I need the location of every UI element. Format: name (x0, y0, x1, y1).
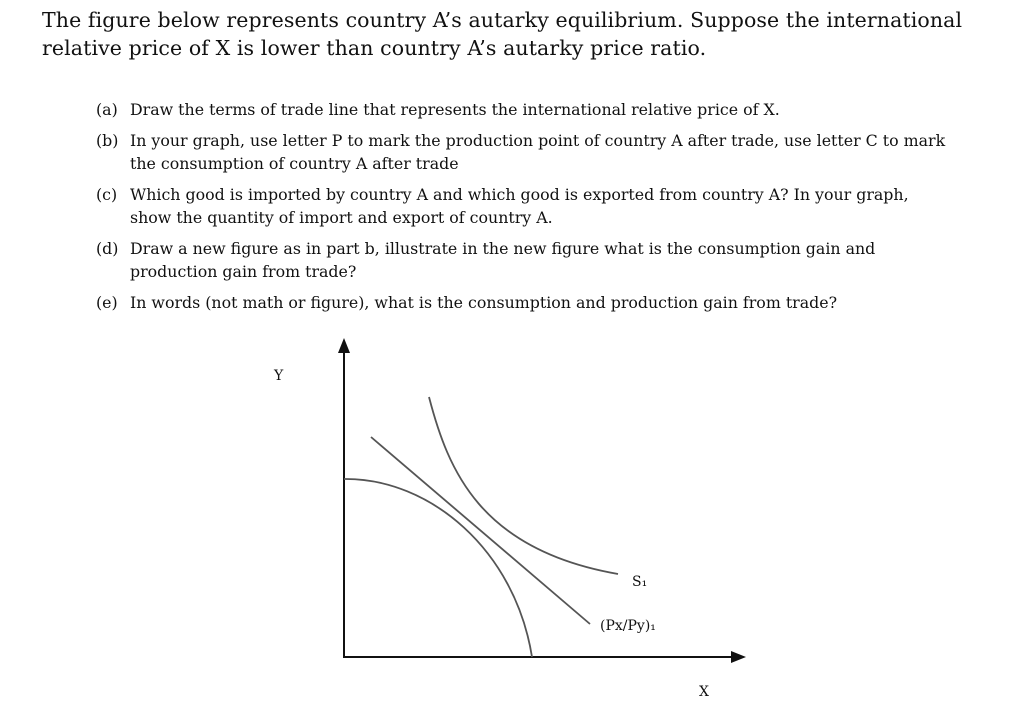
question-text: In words (not math or figure), what is the consumption and production gain from trade? (130, 293, 838, 312)
question-marker: (e) (96, 293, 118, 312)
indifference-curve-s1 (429, 397, 618, 574)
question-marker: (d) (96, 239, 119, 258)
question-marker: (b) (96, 131, 119, 150)
y-axis-arrow-icon (338, 338, 350, 353)
y-axis-label: Y (274, 368, 284, 384)
question-text: Which good is imported by country A and which good is exported from country A? In your graph, show the quantity of import and export of country A. (130, 185, 909, 227)
question-marker: (c) (96, 185, 118, 204)
autarky-price-line (371, 437, 590, 624)
price-ratio-label: (Px/Py)₁ (600, 618, 656, 634)
indifference-curve-label: S₁ (632, 574, 648, 590)
question-text: Draw a new figure as in part b, illustrate in the new figure what is the consumption gain and production gain from trade? (130, 239, 876, 281)
question-text: In your graph, use letter P to mark the production point of country A after trade, use letter C to mark the consumption of country A after trade (130, 131, 946, 173)
x-axis-label: X (699, 684, 709, 700)
x-axis-arrow-icon (731, 651, 746, 663)
question-text: Draw the terms of trade line that represents the international relative price of X. (130, 100, 780, 119)
intro-paragraph: The figure below represents country A’s autarky equilibrium. Suppose the international relative price of X is lower than country A’s autarky price ratio. (42, 8, 963, 60)
production-possibility-frontier (344, 479, 532, 657)
question-marker: (a) (96, 100, 118, 119)
